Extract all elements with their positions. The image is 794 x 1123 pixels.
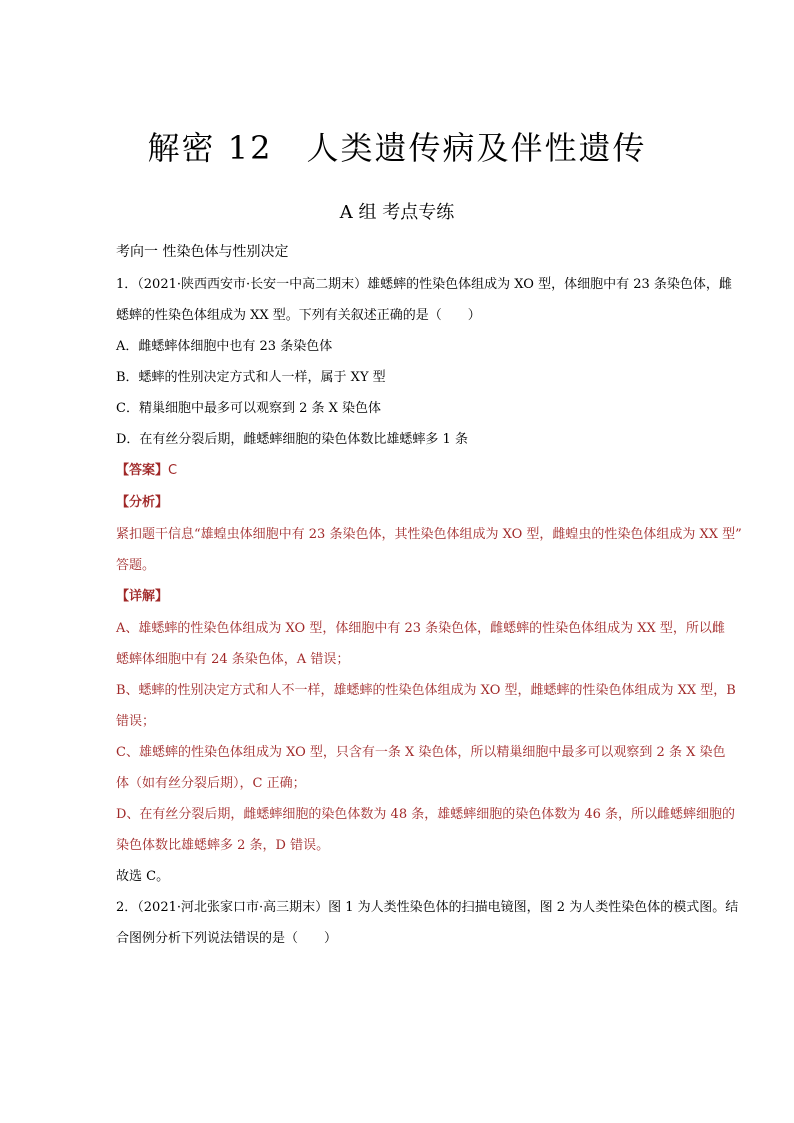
question-1-option-b: B．蟋蟀的性别决定方式和人一样，属于 XY 型 bbox=[116, 370, 386, 385]
analysis-tag: 【分析】 bbox=[116, 495, 169, 510]
analysis-line-1: 紧扣题干信息“雄蝗虫体细胞中有 23 条染色体，其性染色体组成为 XO 型，雌蝗虫的性染色体组成为 XX 型” bbox=[116, 527, 742, 542]
detail-a-line-2: 蟋蟀体细胞中有 24 条染色体，A 错误； bbox=[116, 652, 350, 667]
detail-c-line-2: 体（如有丝分裂后期），C 正确； bbox=[116, 776, 306, 791]
question-1-option-a: A．雌蟋蟀体细胞中也有 23 条染色体 bbox=[116, 339, 333, 354]
answer-value: C bbox=[168, 463, 178, 478]
detail-tag: 【详解】 bbox=[116, 589, 169, 604]
question-2 bbox=[116, 892, 742, 954]
question-1-stem-line-1: 1．（2021·陕西西安市·长安一中高二期末）雄蟋蟀的性染色体组成为 XO 型，体细胞中有 23 条染色体，雌 bbox=[116, 277, 732, 292]
page-title: 解密 12 人类遗传病及伴性遗传 bbox=[147, 129, 647, 167]
answer-row bbox=[116, 455, 742, 487]
section-heading: 考向一 性染色体与性别决定 bbox=[116, 244, 289, 260]
detail-b-line-1: B、蟋蟀的性别决定方式和人不一样，雄蟋蟀的性染色体组成为 XO 型，雌蟋蟀的性染色体组成为 XX 型，B bbox=[116, 683, 736, 698]
detail-d-line-1: D、在有丝分裂后期，雌蟋蟀细胞的染色体数为 48 条，雄蟋蟀细胞的染色体数为 46 条，所以雌蟋蟀细胞的 bbox=[116, 807, 736, 822]
question-1 bbox=[116, 269, 742, 892]
detail-b-line-2: 错误； bbox=[116, 714, 156, 729]
detail-a-line-1: A、雄蟋蟀的性染色体组成为 XO 型，体细胞中有 23 条染色体，雌蟋蟀的性染色体组成为 XX 型，所以雌 bbox=[116, 621, 725, 636]
question-1-option-d: D．在有丝分裂后期，雌蟋蟀细胞的染色体数比雄蟋蟀多 1 条 bbox=[116, 432, 468, 447]
question-1-stem-line-2: 蟋蟀的性染色体组成为 XX 型。下列有关叙述正确的是（ ） bbox=[116, 308, 481, 323]
question-2-stem-line-1: 2．（2021·河北张家口市·高三期末）图 1 为人类性染色体的扫描电镜图，图 2 为人类性染色体的模式图。结 bbox=[116, 900, 739, 915]
group-heading: A 组 考点专练 bbox=[339, 202, 455, 223]
question-1-option-c: C．精巢细胞中最多可以观察到 2 条 X 染色体 bbox=[116, 401, 382, 416]
document-body bbox=[116, 240, 742, 954]
question-2-stem-line-2: 合图例分析下列说法错误的是（ ） bbox=[116, 931, 338, 946]
detail-c-line-1: C、雄蟋蟀的性染色体组成为 XO 型，只含有一条 X 染色体，所以精巢细胞中最多可以观察到 2 条 X 染色 bbox=[116, 745, 726, 760]
detail-d-line-2: 染色体数比雄蟋蟀多 2 条，D 错误。 bbox=[116, 838, 330, 853]
analysis-line-2: 答题。 bbox=[116, 558, 156, 573]
answer-tag: 【答案】 bbox=[116, 463, 169, 478]
conclusion: 故选 C。 bbox=[116, 869, 170, 884]
